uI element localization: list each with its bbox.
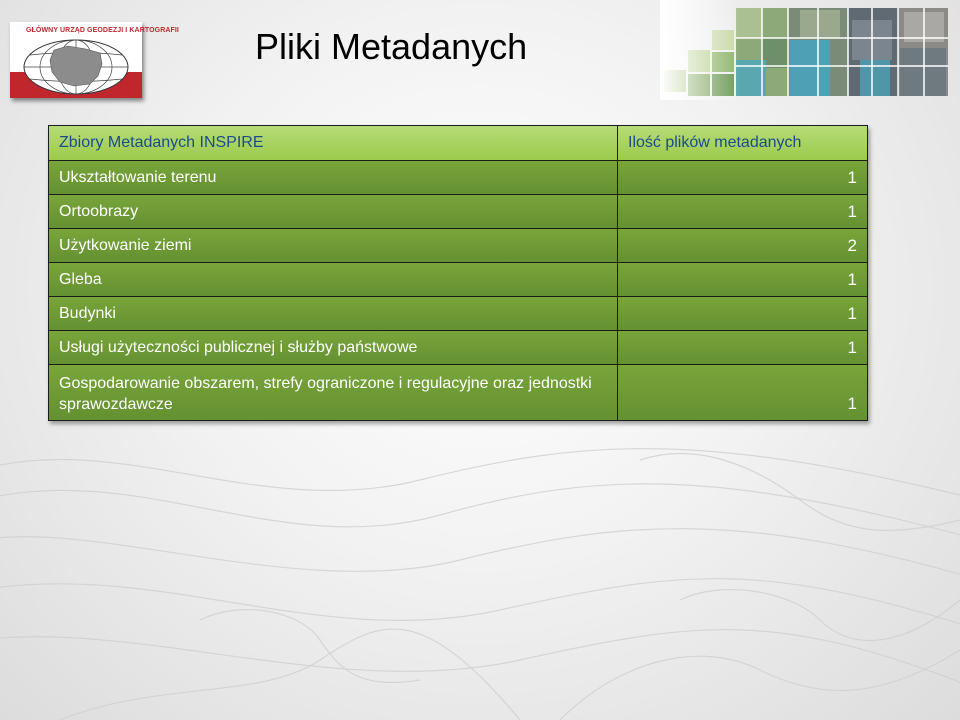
row-file-count: 1 xyxy=(618,365,867,420)
row-file-count: 1 xyxy=(618,331,867,364)
row-dataset-name: Budynki xyxy=(49,297,618,330)
table-row xyxy=(49,296,867,330)
row-file-count: 2 xyxy=(618,229,867,262)
satellite-mosaic-image xyxy=(0,0,960,110)
logo-text: GŁÓWNY URZĄD GEODEZJI I KARTOGRAFII xyxy=(26,27,179,34)
row-dataset-name: Gospodarowanie obszarem, strefy ograniczone i regulacyjne oraz jednostki sprawozdawcze xyxy=(49,365,618,420)
row-file-count: 1 xyxy=(618,161,867,194)
row-dataset-name: Usługi użyteczności publicznej i służby państwowe xyxy=(49,331,618,364)
row-dataset-name: Ortoobrazy xyxy=(49,195,618,228)
header-dataset-name: Zbiory Metadanych INSPIRE xyxy=(49,126,618,160)
metadata-table xyxy=(48,125,868,421)
table-header-row xyxy=(49,126,867,160)
page-title: Pliki Metadanych xyxy=(255,26,528,67)
table-row xyxy=(49,262,867,296)
row-dataset-name: Ukształtowanie terenu xyxy=(49,161,618,194)
row-dataset-name: Gleba xyxy=(49,263,618,296)
row-file-count: 1 xyxy=(618,297,867,330)
table-row xyxy=(49,228,867,262)
row-file-count: 1 xyxy=(618,195,867,228)
row-dataset-name: Użytkowanie ziemi xyxy=(49,229,618,262)
table-row xyxy=(49,330,867,364)
table-row xyxy=(49,160,867,194)
table-row xyxy=(49,364,867,420)
row-file-count: 1 xyxy=(618,263,867,296)
header-file-count: Ilość plików metadanych xyxy=(618,126,867,160)
table-row xyxy=(49,194,867,228)
